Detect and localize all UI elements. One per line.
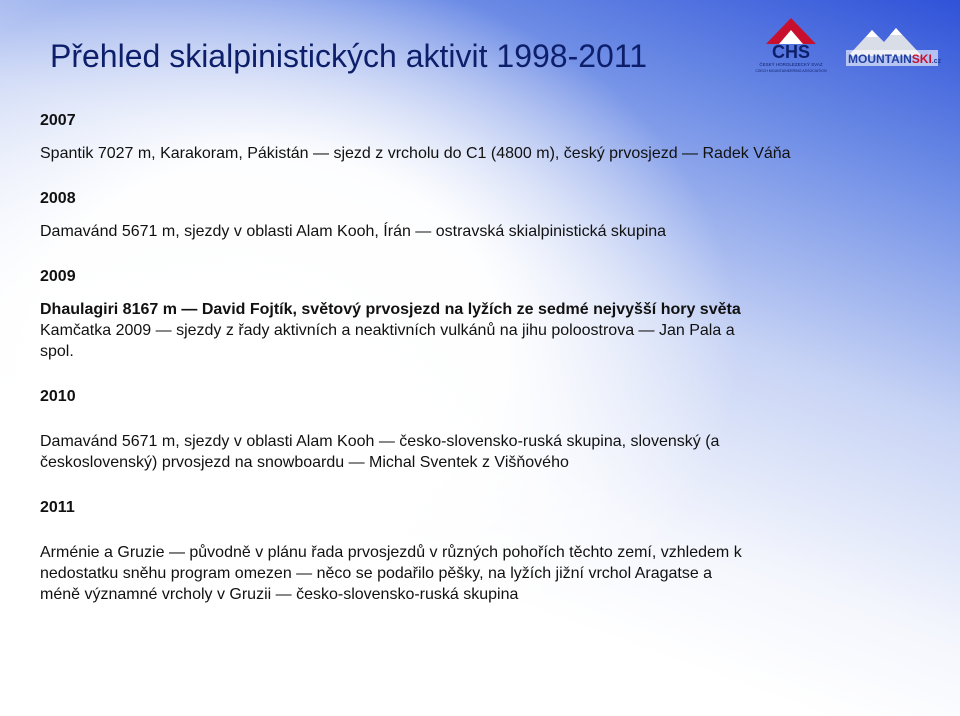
entry-2011-1: Arménie a Gruzie — původně v plánu řada prvosjezdů v různých pohořích těchto zemí, vzhledem k xyxy=(40,544,742,561)
svg-text:MOUNTAINSKI.cz xyxy=(848,52,942,66)
year-2008: 2008 xyxy=(40,190,76,207)
activity-list xyxy=(40,110,930,605)
mountainski-logo-b: SKI xyxy=(911,52,932,66)
chs-logo-line2: CZECH MOUNTAINEERING ASSOCIATION xyxy=(755,69,827,73)
entry-2009-2: Kamčatka 2009 — sjezdy z řady aktivních a neaktivních vulkánů na jihu poloostrova — Jan Pala a xyxy=(40,322,735,339)
year-2010: 2010 xyxy=(40,388,76,405)
mountainski-logo-a: MOUNTAIN xyxy=(848,52,912,66)
entry-2010-1: Damavánd 5671 m, sjezdy v oblasti Alam Kooh — česko-slovensko-ruská skupina, slovenský (a xyxy=(40,433,720,450)
page-title: Přehled skialpinistických aktivit 1998-2011 xyxy=(50,38,648,74)
logos xyxy=(746,14,946,74)
entry-2010-2: československý) prvosjezd na snowboardu — Michal Sventek z Višňového xyxy=(40,454,569,471)
entry-2007-1: Spantik 7027 m, Karakoram, Pákistán — sjezd z vrcholu do C1 (4800 m), český prvosjezd — Radek Váňa xyxy=(40,145,791,162)
mountainski-logo-suffix: .cz xyxy=(931,58,942,65)
entry-2009-1: Dhaulagiri 8167 m — David Fojtík, světový prvosjezd na lyžích ze sedmé nejvyšší hory světa xyxy=(40,301,741,318)
chs-logo-name: CHS xyxy=(771,42,811,62)
year-2011: 2011 xyxy=(40,499,75,516)
entry-2011-3: méně významné vrcholy v Gruzii — česko-slovensko-ruská skupina xyxy=(40,586,519,603)
chs-logo xyxy=(746,14,836,74)
entry-2009-3: spol. xyxy=(40,343,74,360)
year-2007: 2007 xyxy=(40,112,76,129)
entry-2011-2: nedostatku sněhu program omezen — něco se podařilo pěšky, na lyžích jižní vrchol Aragatse a xyxy=(40,565,713,582)
entry-2008-1: Damavánd 5671 m, sjezdy v oblasti Alam Kooh, Írán — ostravská skialpinistická skupina xyxy=(40,223,667,240)
mountainski-logo xyxy=(844,20,940,70)
chs-logo-line1: ČESKÝ HOROLEZECKÝ SVAZ xyxy=(759,62,823,67)
year-2009: 2009 xyxy=(40,268,76,285)
